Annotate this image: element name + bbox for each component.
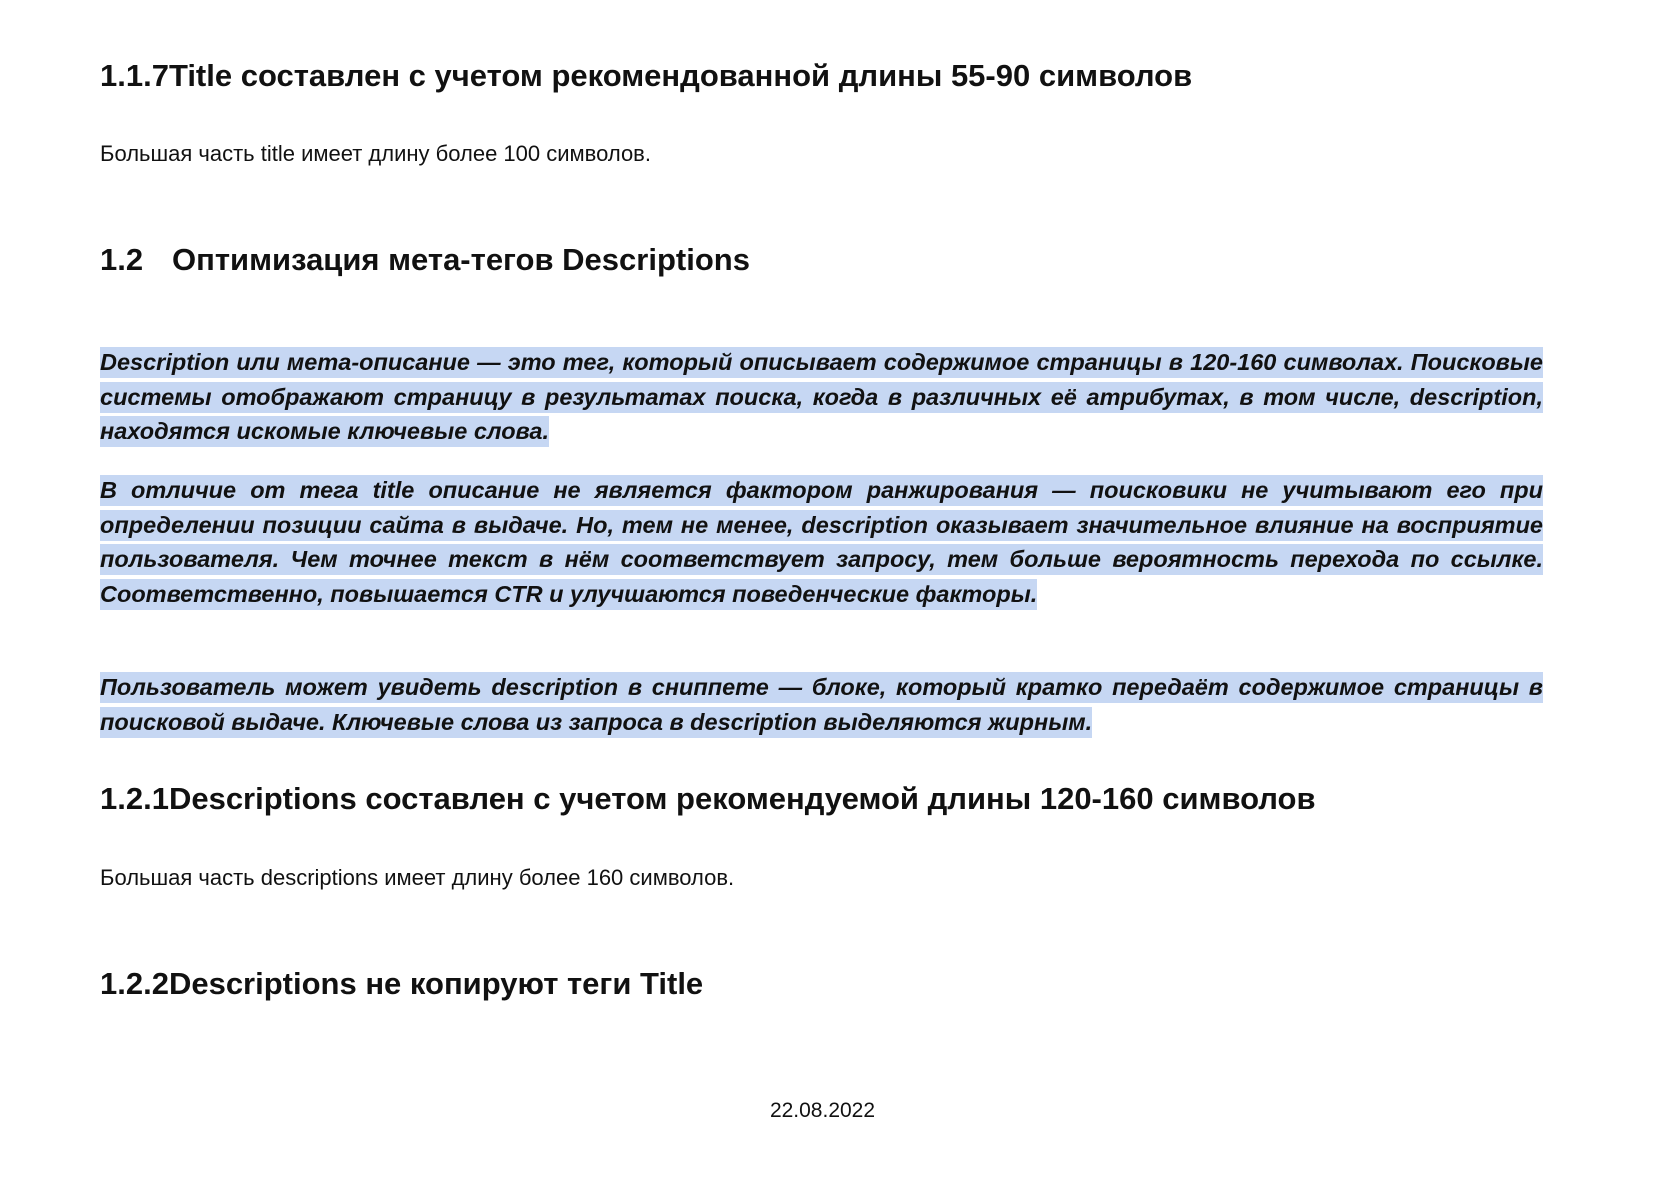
paragraph-description-3 bbox=[100, 670, 1543, 739]
section-1-2-2 bbox=[100, 965, 1543, 1003]
heading-1-2-title: Оптимизация мета-тегов Descriptions bbox=[172, 242, 750, 277]
section-1-2-1 bbox=[100, 780, 1543, 818]
section-1-2-1-body bbox=[100, 864, 1543, 892]
heading-1-1-7: 1.1.7Title составлен с учетом рекомендованной длины 55-90 символов bbox=[100, 58, 1193, 93]
heading-1-2-number: 1.2 bbox=[100, 242, 144, 277]
paragraph-description-1-wrap bbox=[100, 345, 1543, 449]
paragraph-descriptions-length: Большая часть descriptions имеет длину более 160 символов. bbox=[100, 865, 735, 890]
section-1-1-7-body bbox=[100, 140, 1543, 168]
highlighted-text: Пользователь может увидеть description в сниппете — блоке, который кратко передаёт содержимое страницы в поисковой выдаче. Ключевые слова из запроса в description выделяются жирным. bbox=[100, 672, 1543, 738]
paragraph-title-length: Большая часть title имеет длину более 100 символов. bbox=[100, 141, 651, 166]
section-1-1-7 bbox=[100, 57, 1543, 95]
footer-date: 22.08.2022 bbox=[769, 1099, 876, 1122]
highlighted-text: Description или мета-описание — это тег, который описывает содержимое страницы в 120-160 символах. Поисковые системы отображают страницу в результатах поиска, когда в различных её атрибутах, в том числе, description, находятся искомые ключевые слова. bbox=[100, 347, 1543, 447]
heading-1-2 bbox=[100, 241, 1543, 279]
paragraph-description-2 bbox=[100, 473, 1543, 611]
section-1-2 bbox=[100, 241, 1543, 279]
paragraph-description-1 bbox=[100, 345, 1543, 449]
heading-1-2-2: 1.2.2Descriptions не копируют теги Title bbox=[100, 966, 704, 1001]
highlighted-text: В отличие от тега title описание не является фактором ранжирования — поисковики не учитывают его при определении позиции сайта в выдаче. Но, тем не менее, description оказывает значительное влияние на восприятие пользователя. Чем точнее текст в нём соответствует запросу, тем больше вероятность перехода по ссылке. Соответственно, повышается CTR и улучшаются поведенческие факторы. bbox=[100, 475, 1543, 610]
heading-1-2-1: 1.2.1Descriptions составлен с учетом рекомендуемой длины 120-160 символов bbox=[100, 781, 1316, 816]
paragraph-description-3-wrap bbox=[100, 670, 1543, 739]
paragraph-description-2-wrap bbox=[100, 473, 1543, 611]
